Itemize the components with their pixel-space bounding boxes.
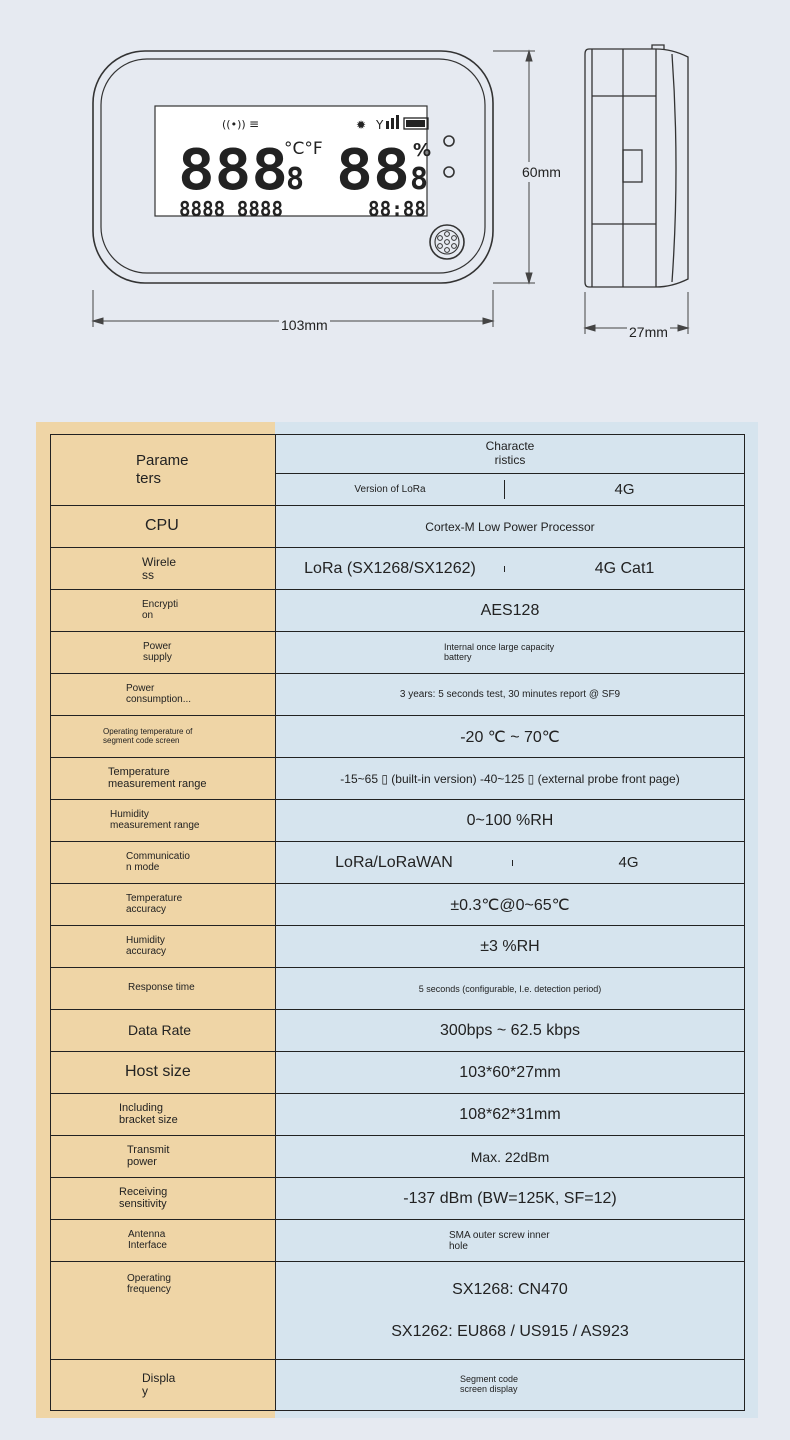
value-cell: ±3 %RH <box>276 926 745 968</box>
param-cell: Communicatio n mode <box>51 842 276 884</box>
table-row <box>51 1094 745 1136</box>
value-cell: 300bps ~ 62.5 kbps <box>276 1010 745 1052</box>
button-bottom-icon <box>444 167 454 177</box>
width-dimension-label: 103mm <box>281 317 328 333</box>
table-row <box>51 674 745 716</box>
value-cell: -20 ℃ ~ 70℃ <box>276 716 745 758</box>
header-version-cell <box>276 474 745 506</box>
value-cell: ±0.3℃@0~65℃ <box>276 884 745 926</box>
table-row <box>51 590 745 632</box>
signal-wave-icon: ((•)) <box>222 118 246 131</box>
param-cell: Displa y <box>51 1360 276 1411</box>
depth-dimension-label: 27mm <box>629 324 668 340</box>
lcd-bottom-left-digits: 8888 8888 <box>179 197 283 221</box>
param-cell: Power consumption... <box>51 674 276 716</box>
value-cell: Max. 22dBm <box>276 1136 745 1178</box>
header-characteristics-label: Characte ristics <box>485 439 535 467</box>
header-version-4g: 4G <box>614 481 635 498</box>
lcd-humidity-decimal: 8 <box>410 162 429 197</box>
value-cell: Cortex-M Low Power Processor <box>276 506 745 548</box>
header-parameters-cell <box>51 435 276 506</box>
table-row <box>51 716 745 758</box>
lcd-temp-units: °C°F <box>284 139 323 159</box>
table-row <box>51 435 745 474</box>
table-row <box>51 800 745 842</box>
lcd-humidity-units: % <box>413 140 432 161</box>
table-row <box>51 1360 745 1411</box>
value-cell: LoRa (SX1268/SX1262) 4G Cat1 <box>276 548 745 590</box>
param-cell: Antenna Interface <box>51 1220 276 1262</box>
param-cell: Operating temperature of segment code screen <box>51 716 276 758</box>
value-cell: Segment code screen display <box>276 1360 745 1411</box>
device-drawing-svg <box>0 0 790 400</box>
param-cell: Power supply <box>51 632 276 674</box>
product-dimension-drawing <box>0 0 790 400</box>
value-cell: SX1268: CN470 SX1262: EU868 / US915 / AS923 <box>276 1262 745 1360</box>
table-row <box>51 632 745 674</box>
value-cell: -137 dBm (BW=125K, SF=12) <box>276 1178 745 1220</box>
table-row <box>51 1178 745 1220</box>
header-parameters-label: Parame ters <box>136 452 189 487</box>
param-cell: Temperature measurement range <box>51 758 276 800</box>
spec-panel <box>36 422 758 1418</box>
param-cell: Encrypti on <box>51 590 276 632</box>
value-cell: Internal once large capacity battery <box>276 632 745 674</box>
table-row <box>51 1262 745 1360</box>
param-cell: Host size <box>51 1052 276 1094</box>
button-top-icon <box>444 136 454 146</box>
param-cell: Wirele ss <box>51 548 276 590</box>
lcd-temp-decimal: 8 <box>286 162 305 197</box>
value-cell: 3 years: 5 seconds test, 30 minutes report @ SF9 <box>276 674 745 716</box>
table-row <box>51 968 745 1010</box>
value-cell: SMA outer screw inner hole <box>276 1220 745 1262</box>
param-cell: Including bracket size <box>51 1094 276 1136</box>
table-row <box>51 1010 745 1052</box>
param-cell: Data Rate <box>51 1010 276 1052</box>
table-row <box>51 884 745 926</box>
param-cell: Temperature accuracy <box>51 884 276 926</box>
value-cell: 0~100 %RH <box>276 800 745 842</box>
table-row <box>51 1052 745 1094</box>
table-row <box>51 842 745 884</box>
param-cell: Transmit power <box>51 1136 276 1178</box>
lcd-clock-digits: 88:88 <box>368 197 426 221</box>
param-cell: Response time <box>51 968 276 1010</box>
value-cell: 5 seconds (configurable, I.e. detection period) <box>276 968 745 1010</box>
signal-bar-icon <box>396 115 399 129</box>
value-cell: 108*62*31mm <box>276 1094 745 1136</box>
side-port <box>623 150 642 182</box>
param-cell: Humidity measurement range <box>51 800 276 842</box>
antenna-icon: Y <box>376 118 384 132</box>
value-cell: 103*60*27mm <box>276 1052 745 1094</box>
param-cell: Operating frequency <box>51 1262 276 1360</box>
signal-bar-icon <box>386 121 389 129</box>
table-row <box>51 548 745 590</box>
lcd-temp-digits: 888 <box>178 138 288 203</box>
param-cell: Receiving sensitivity <box>51 1178 276 1220</box>
table-row <box>51 926 745 968</box>
value-cell: LoRa/LoRaWAN 4G <box>276 842 745 884</box>
signal-bar-icon <box>391 118 394 129</box>
header-characteristics-cell <box>276 435 745 474</box>
sun-icon: ✹ <box>356 118 367 132</box>
header-version-lora: Version of LoRa <box>354 484 426 495</box>
param-cell: CPU <box>51 506 276 548</box>
table-row <box>51 1220 745 1262</box>
value-cell: -15~65 ▯ (built-in version) -40~125 ▯ (external probe front page) <box>276 758 745 800</box>
lcd-humidity-digits: 88 <box>336 138 410 203</box>
side-outline <box>585 49 688 287</box>
settings-slider-icon: ≡ <box>249 117 260 131</box>
spec-table <box>50 434 745 1411</box>
table-row <box>51 1136 745 1178</box>
param-cell: Humidity accuracy <box>51 926 276 968</box>
side-view <box>585 45 688 287</box>
value-cell: AES128 <box>276 590 745 632</box>
table-row <box>51 506 745 548</box>
battery-level-icon <box>406 120 425 127</box>
table-row <box>51 758 745 800</box>
height-dimension-label: 60mm <box>522 164 561 180</box>
